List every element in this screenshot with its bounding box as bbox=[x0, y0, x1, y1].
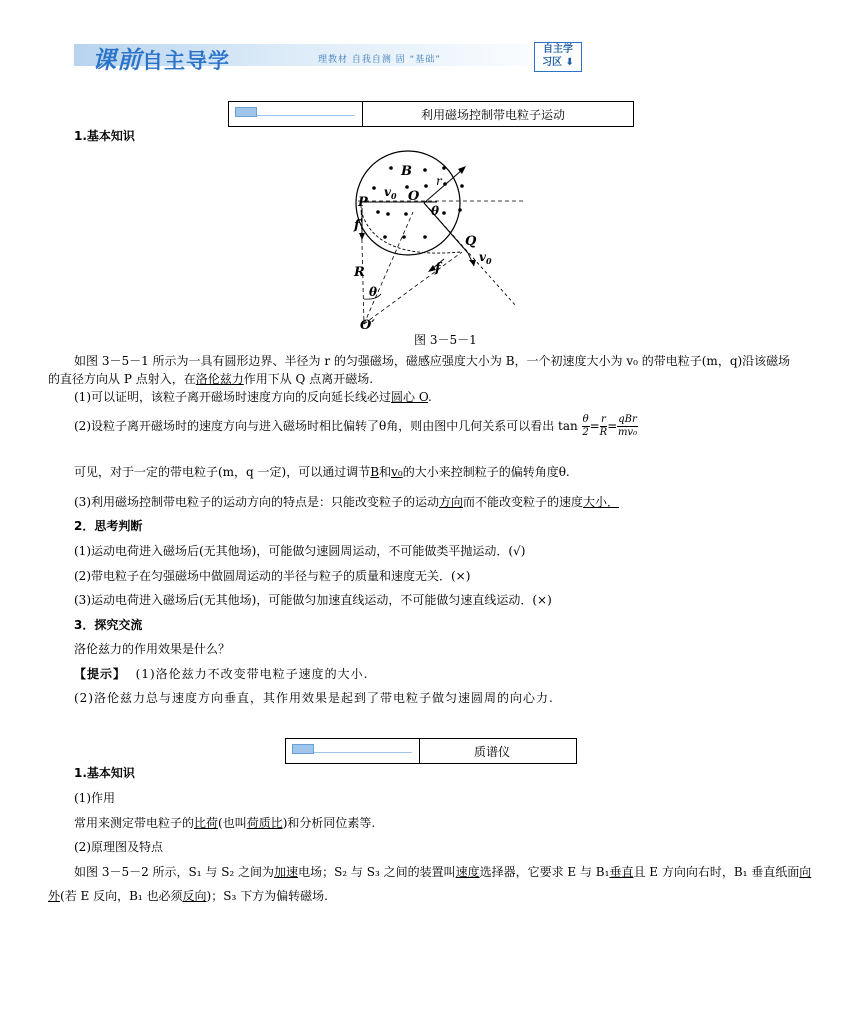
section2-principle-line-1: 如图 3－5－2 所示，S₁ 与 S₂ 之间为加速电场；S₂ 与 S₃ 之间的装置叫速度选择器，它要求 E 与 B₁垂直且 E 方向向右时，B₁ 垂直纸面向 bbox=[74, 865, 812, 879]
hint-line-1: 【提示】 (1)洛伦兹力不改变带电粒子速度的大小. bbox=[74, 667, 369, 681]
paragraph-5: (3)利用磁场控制带电粒子的运动方向的特点是：只能改变粒子的运动方向而不能改变粒子的速度大小． bbox=[74, 495, 620, 509]
paragraph-1-line-2: 的直径方向从 P 点射入，在洛伦兹力作用下从 Q 点离开磁场. bbox=[48, 372, 374, 386]
paragraph-2: (1)可以证明，该粒子离开磁场时速度方向的反向延长线必过圆心 O. bbox=[74, 390, 432, 404]
label-f-left: f bbox=[354, 218, 360, 233]
figure-3-5-1 bbox=[340, 148, 540, 334]
section2-tag bbox=[292, 744, 314, 754]
label-theta-small: θ bbox=[431, 204, 440, 218]
paragraph-1-line-1: 如图 3－5－1 所示为一具有圆形边界、半径为 r 的匀强磁场，磁感应强度大小为 B，一个初速度大小为 v₀ 的带电粒子(m，q)沿该磁场 bbox=[74, 354, 791, 368]
exit-arrowhead bbox=[469, 260, 476, 266]
section2-title-box bbox=[285, 738, 577, 764]
label-f-right: f bbox=[435, 261, 441, 276]
label-r: r bbox=[436, 174, 442, 188]
paragraph-4: 可见，对于一定的带电粒子(m，q 一定)，可以通过调节B和v₀的大小来控制粒子的偏转角度θ. bbox=[74, 465, 570, 479]
judge-2: (2)带电粒子在匀强磁场中做圆周运动的半径与粒子的质量和速度无关．(×) bbox=[74, 569, 471, 583]
heading-explore: 3．探究交流 bbox=[74, 618, 143, 632]
judge-3: (3)运动电荷进入磁场后(无其他场)，可能做匀加速直线运动，不可能做匀速直线运动．(×) bbox=[74, 593, 552, 607]
label-P: P bbox=[358, 195, 368, 210]
header-badge: 自主学 习区 ⬇ bbox=[534, 42, 582, 72]
fraction-theta-over-2: $\frac{\theta}{2}$ bbox=[582, 414, 589, 438]
radius-r bbox=[424, 170, 462, 203]
label-Oprime: O′ bbox=[360, 318, 375, 333]
section1-title: 利用磁场控制带电粒子运动 bbox=[421, 108, 566, 122]
tag-arrow bbox=[314, 752, 412, 753]
figure-caption: 图 3－5－1 bbox=[414, 333, 477, 347]
label-B: B bbox=[401, 164, 412, 179]
label-R: R bbox=[354, 265, 365, 280]
judge-1: (1)运动电荷进入磁场后(无其他场)，可能做匀速圆周运动，不可能做类平抛运动．(√) bbox=[74, 544, 526, 558]
radius-R-right bbox=[364, 252, 462, 324]
section1-heading: 1.基本知识 bbox=[74, 129, 135, 143]
explore-question: 洛伦兹力的作用效果是什么？ bbox=[74, 642, 231, 656]
section1-tag bbox=[235, 107, 257, 117]
section1-title-box bbox=[228, 101, 634, 127]
section2-title: 质谱仪 bbox=[474, 745, 511, 759]
label-O: O bbox=[408, 189, 420, 204]
section2-function-text: 常用来测定带电粒子的比荷(也叫荷质比)和分析同位素等. bbox=[74, 816, 376, 830]
section2-principle-line-2: 外(若 E 反向，B₁ 也必须反向)；S₃ 下方为偏转磁场. bbox=[48, 889, 328, 903]
header-title: 课前自主导学 bbox=[92, 45, 230, 74]
trajectory-arc bbox=[361, 210, 460, 253]
label-Q: Q bbox=[465, 234, 477, 249]
label-v0: $v_0$ bbox=[384, 185, 397, 201]
label-theta: θ bbox=[369, 285, 378, 299]
heading-think: 2．思考判断 bbox=[74, 519, 143, 533]
hint-line-2: (2)洛伦兹力总与速度方向垂直，其作用效果是起到了带电粒子做匀速圆周的向心力. bbox=[74, 691, 554, 705]
section2-subheading-1: (1)作用 bbox=[74, 791, 115, 805]
tag-arrow bbox=[257, 115, 355, 116]
fraction-r-over-R: $\frac{r}{R}$ bbox=[599, 414, 608, 438]
radius-O-to-Oprime bbox=[364, 212, 413, 324]
paragraph-3: (2)设粒子离开磁场时的速度方向与进入磁场时相比偏转了θ角，则由图中几何关系可以看出 tan $\frac{\theta}{2}$ = $\frac{r}{R}$ = $\frac{\text{qBr}}{\text{mv₀}}$ bbox=[74, 414, 638, 438]
label-v0-exit: $v_0$ bbox=[479, 250, 492, 266]
fraction-qBr-over-mv0: $\frac{\text{qBr}}{\text{mv₀}}$ bbox=[617, 414, 638, 438]
header-subtitle: 理教材 自我自测 固 “基础” bbox=[318, 55, 441, 65]
section2-heading: 1.基本知识 bbox=[74, 766, 135, 780]
section2-subheading-2: (2)原理图及特点 bbox=[74, 840, 163, 854]
